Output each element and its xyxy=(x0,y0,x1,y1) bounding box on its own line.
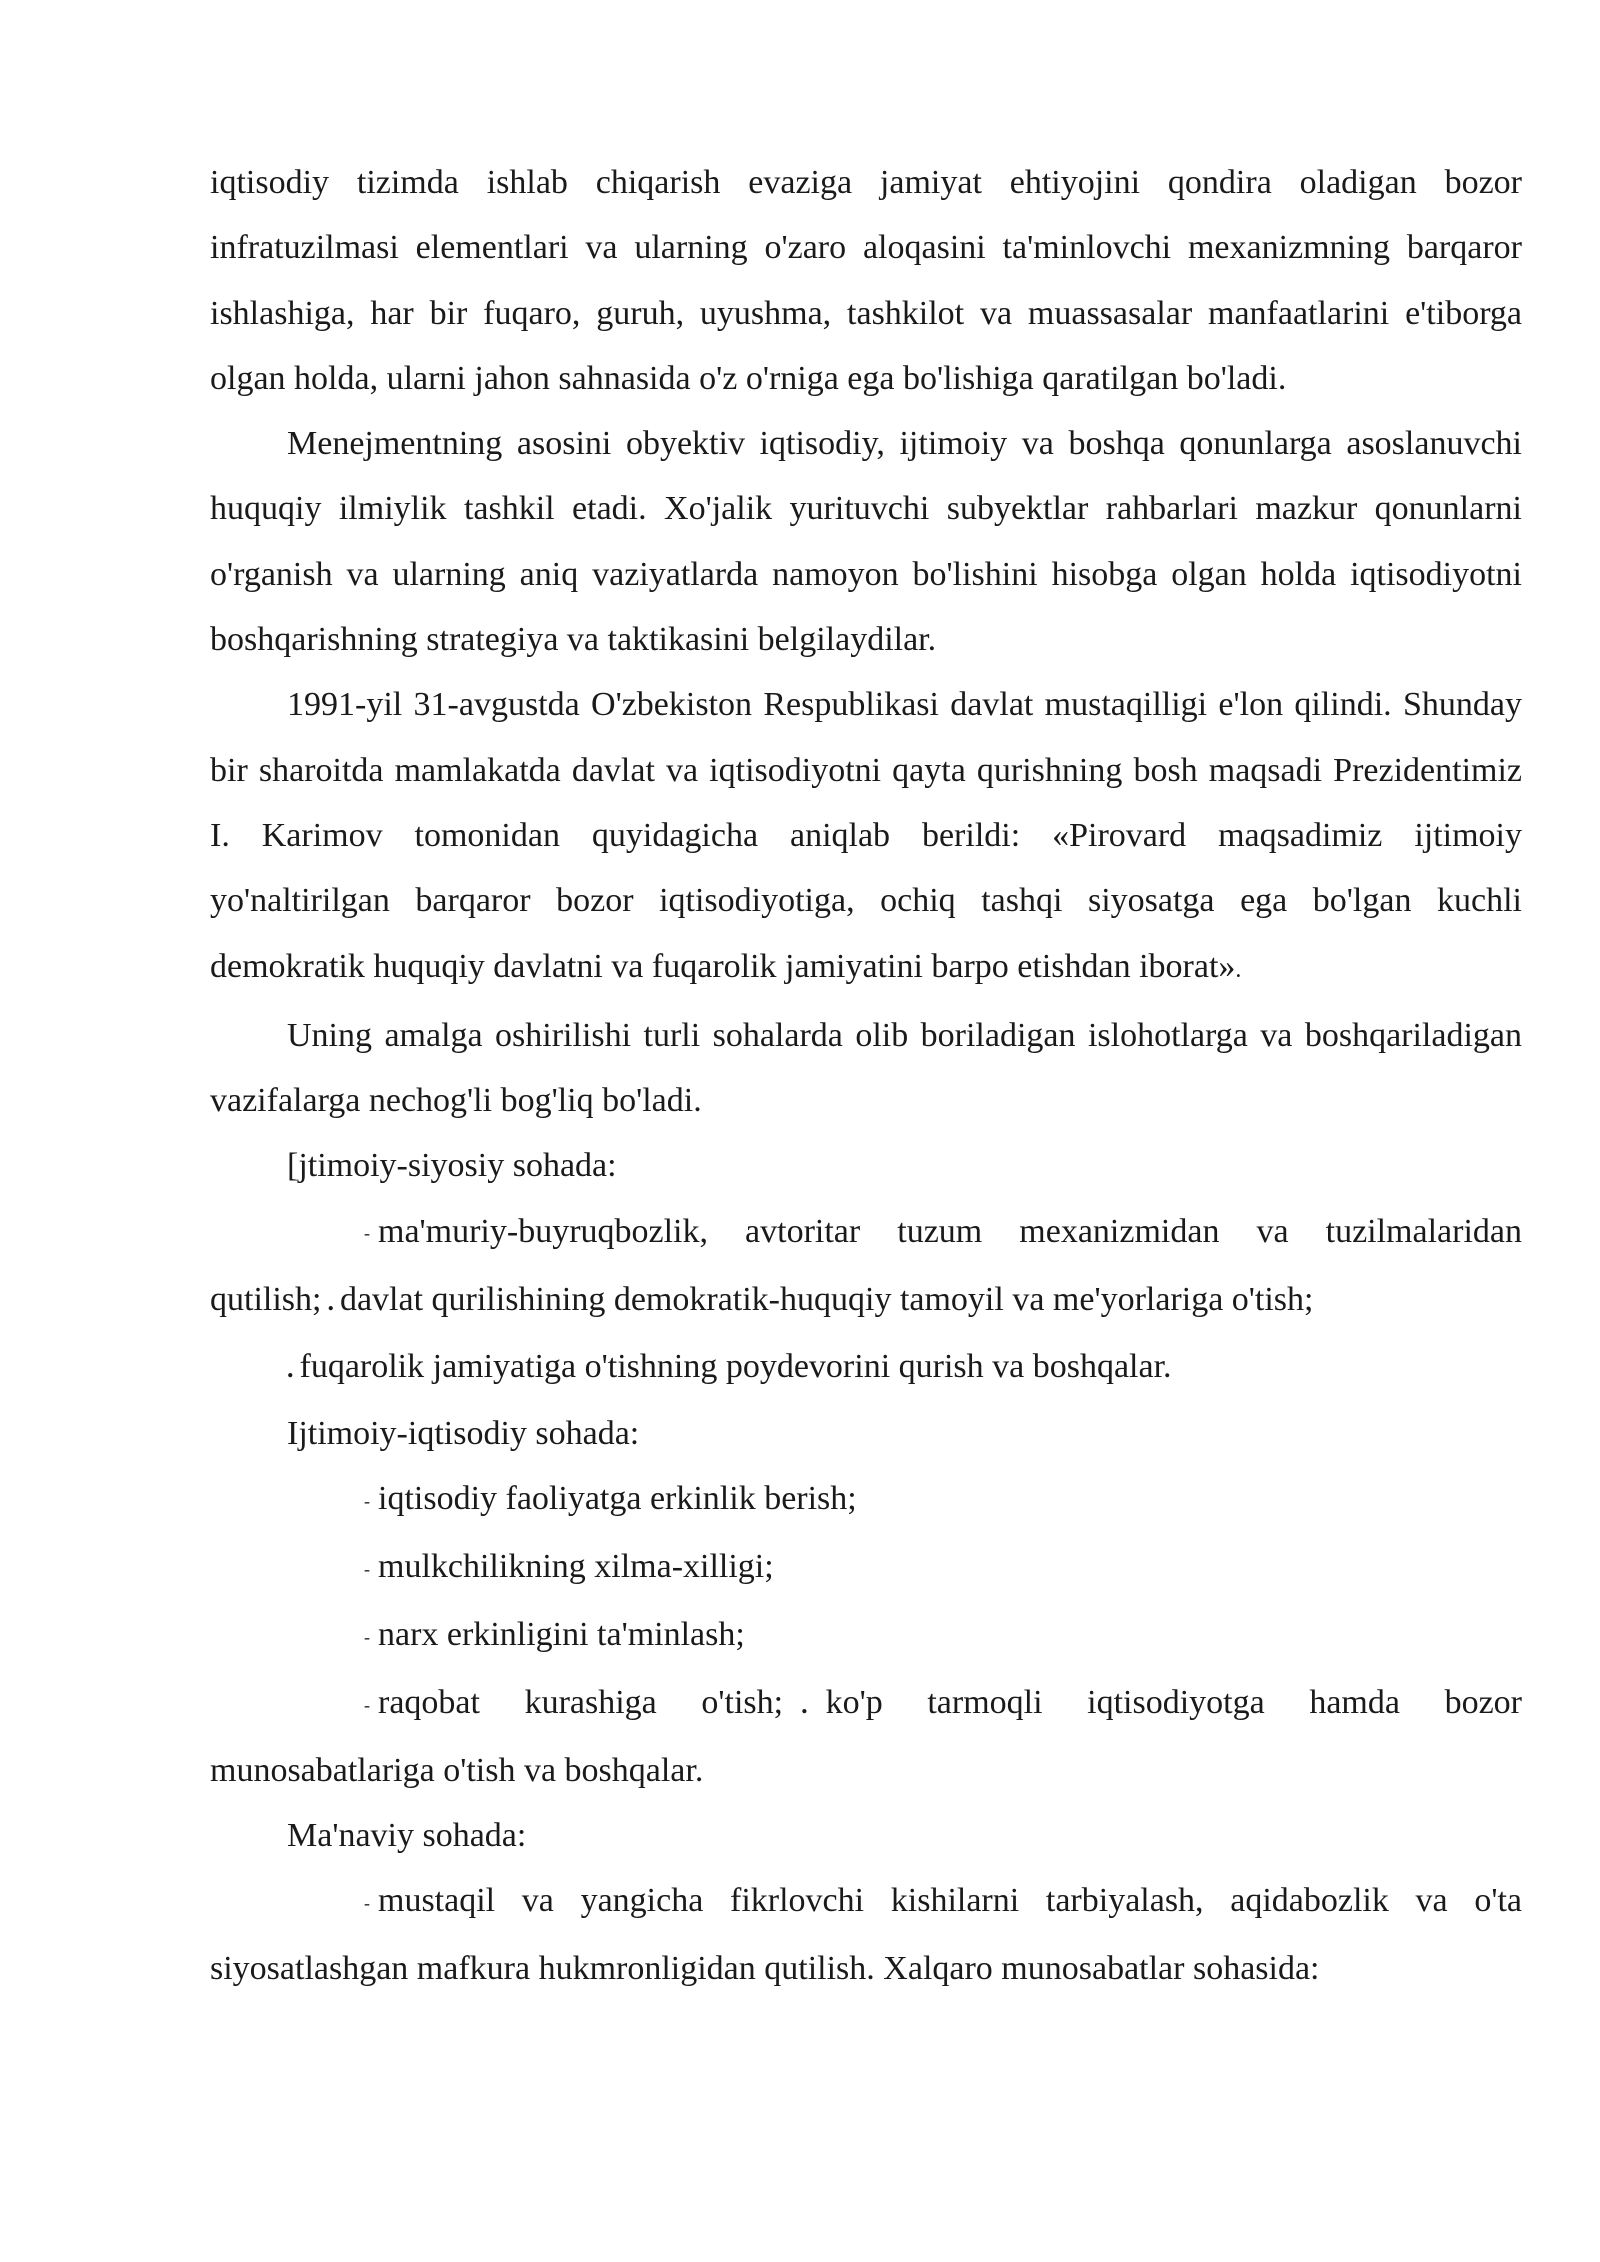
heading-social-economic: Ijtimoiy-iqtisodiy sohada: xyxy=(287,1415,640,1453)
list-item-text: fuqarolik jamiyatiga o'tishning poydevorini qurish va boshqalar. xyxy=(299,1347,1172,1385)
list-item-text: raqobat kurashiga o'tish; xyxy=(378,1684,784,1722)
list-item-text: mulkchilikning xilma-xilligi; xyxy=(378,1548,774,1586)
list-item-text: ko'p tarmoqli iqtisodiyotga hamda bozor munosabatlariga o'tish va boshqalar. xyxy=(210,1684,1522,1789)
dot-marker: . xyxy=(287,1353,294,1383)
list-item-social-economic-3 xyxy=(210,1602,1522,1670)
dot-marker: . xyxy=(801,1690,808,1720)
paragraph-3-text: 1991-yil 31-avgustda O'zbekiston Respublikasi davlat mustaqilligi e'lon qilindi. Shunday bir sharoitda mamlakatda davlat va iqtisodiyotni qayta qurishning bosh maqsadi Prezidentimiz I. Karimov tomonidan quyidagicha aniqlab berildi: «Pirovard maqsadimiz ijtimoiy yo'naltirilgan barqaror bozor iqtisodiyotiga, ochiq tashqi siyosatga ega bo'lgan kuchli demokratik huquqiy davlatni va fuqarolik jamiyatini barpo etishdan iborat» xyxy=(210,686,1522,985)
list-item-social-economic-2 xyxy=(210,1534,1522,1602)
heading-spiritual: Ma'naviy sohada: xyxy=(287,1817,527,1855)
paragraph-4: Uning amalga oshirilishi turli sohalarda olib boriladigan islohotlarga va boshqariladigan vazifalarga nechog'li bog'liq bo'ladi. xyxy=(210,1016,1522,1120)
paragraph-3 xyxy=(210,672,1522,1002)
paragraph-3-end: . xyxy=(1235,956,1242,983)
list-item-text: mustaqil va yangicha fikrlovchi kishilarni tarbiyalash, aqidabozlik va o'ta siyosatlashgan mafkura hukmronligidan qutilish. Xalqaro munosabatlar sohasida: xyxy=(210,1882,1522,1988)
paragraph-1: iqtisodiy tizimda ishlab chiqarish evaziga jamiyat ehtiyojini qondira oladigan bozor infratuzilmasi elementlari va ularning o'zaro aloqasini ta'minlovchi mexanizmning barqaror ishlashiga, har bir fuqaro, guruh, uyushma, tashkilot va muassasalar manfaatlarini e'tiborga olgan holda, ularni jahon sahnasida o'z o'rniga ega bo'lishiga qaratilgan bo'ladi. xyxy=(210,164,1522,397)
list-item-text: narx erkinligini ta'minlash; xyxy=(378,1616,745,1654)
list-item-social-political-1 xyxy=(210,1199,1522,1334)
paragraph-2: Menejmentning asosini obyektiv iqtisodiy, ijtimoiy va boshqa qonunlarga asoslanuvchi huquqiy ilmiylik tashkil etadi. Xo'jalik yurituvchi subyektlar rahbarlari mazkur qonunlarni o'rganish va ularning aniq vaziyatlarda namoyon bo'lishini hisobga olgan holda iqtisodiyotni boshqarishning strategiya va taktikasini belgilaydilar. xyxy=(210,425,1522,659)
list-item-social-economic-1 xyxy=(210,1466,1522,1534)
list-item-spiritual-1 xyxy=(210,1868,1522,2001)
list-item-text: ma'muriy-buyruqbozlik, avtoritar tuzum mexanizmidan va tuzilmalaridan qutilish; xyxy=(210,1212,1522,1318)
dash-marker: - xyxy=(364,1694,370,1715)
dash-marker: - xyxy=(364,1491,370,1512)
list-item-text: iqtisodiy faoliyatga erkinlik berish; xyxy=(378,1480,857,1518)
document-page xyxy=(210,150,1522,2002)
dash-marker: - xyxy=(364,1558,370,1579)
dash-marker: - xyxy=(364,1223,370,1244)
dot-marker: . xyxy=(327,1286,334,1316)
list-item-social-political-2 xyxy=(210,1334,1522,1401)
list-item-social-economic-4 xyxy=(210,1670,1522,1803)
dash-marker: - xyxy=(364,1893,370,1913)
list-item-text: davlat qurilishining demokratik-huquqiy tamoyil va me'yorlariga o'tish; xyxy=(339,1280,1314,1318)
dash-marker: - xyxy=(364,1626,370,1647)
heading-social-political: [jtimoiy-siyosiy sohada: xyxy=(287,1147,617,1185)
